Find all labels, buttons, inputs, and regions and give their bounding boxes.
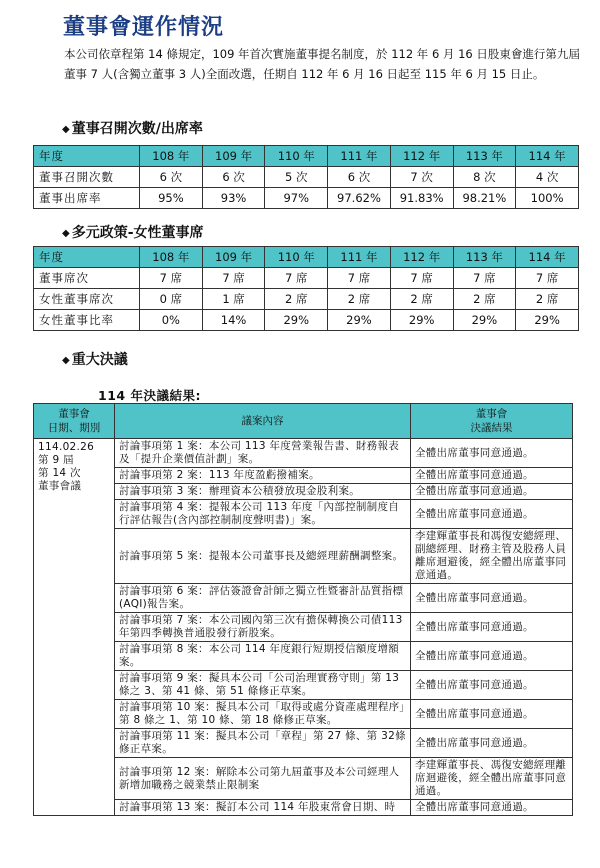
value-cell: 2 席 <box>328 289 391 310</box>
meeting-col-header-line: 日期、期別 <box>47 422 101 434</box>
table-row <box>34 289 579 310</box>
year-cell: 108 年 <box>140 146 203 167</box>
agenda-cell: 討論事項第 5 案：提報本公司董事長及總經理薪酬調整案。 <box>115 529 411 584</box>
table-row <box>34 613 573 642</box>
result-cell: 全體出席董事同意通過。 <box>411 700 573 729</box>
value-cell: 93% <box>202 188 265 209</box>
table-row <box>34 310 579 331</box>
value-cell: 7 席 <box>516 268 579 289</box>
year-cell: 111 年 <box>328 247 391 268</box>
header-label-cell: 年度 <box>34 146 140 167</box>
value-cell: 7 席 <box>453 268 516 289</box>
meeting-line: 第 14 次 <box>38 467 81 479</box>
value-cell: 1 席 <box>202 289 265 310</box>
agenda-cell: 討論事項第 9 案：擬具本公司「公司治理實務守則」第 13條之 3、第 41 條、第 51 條修正草案。 <box>115 671 411 700</box>
value-cell: 29% <box>265 310 328 331</box>
table-row <box>34 700 573 729</box>
year-cell: 113 年 <box>453 247 516 268</box>
result-cell: 全體出席董事同意通過。 <box>411 484 573 500</box>
resolutions-table <box>33 403 573 816</box>
result-cell: 全體出席董事同意通過。 <box>411 729 573 758</box>
value-cell: 8 次 <box>453 167 516 188</box>
year-cell: 109 年 <box>202 247 265 268</box>
value-cell: 14% <box>202 310 265 331</box>
agenda-cell: 討論事項第 3 案：辦理資本公積發放現金股利案。 <box>115 484 411 500</box>
section-attendance-title: 董事召開次數/出席率 <box>71 121 203 137</box>
result-col-header-line: 董事會 <box>475 408 508 420</box>
value-cell: 6 次 <box>202 167 265 188</box>
meeting-line: 董事會議 <box>38 480 82 492</box>
result-col-header-line: 決議結果 <box>470 422 513 434</box>
value-cell: 95% <box>140 188 203 209</box>
table-row <box>34 671 573 700</box>
attendance-table <box>33 145 579 209</box>
table-row <box>34 167 579 188</box>
year-cell: 114 年 <box>516 247 579 268</box>
agenda-cell: 討論事項第 8 案：本公司 114 年度銀行短期授信額度增額案。 <box>115 642 411 671</box>
agenda-cell: 討論事項第 2 案：113 年度盈虧撥補案。 <box>115 468 411 484</box>
result-cell: 全體出席董事同意通過。 <box>411 642 573 671</box>
agenda-cell: 討論事項第 10 案：擬具本公司「取得或處分資產處理程序」第 8 條之 1、第 10 條、第 18 條修正草案。 <box>115 700 411 729</box>
value-cell: 91.83% <box>390 188 453 209</box>
table-row <box>34 468 573 484</box>
diamond-bullet-icon: ◆ <box>62 228 70 239</box>
table-row <box>34 188 579 209</box>
agenda-cell: 討論事項第 13 案：擬訂本公司 114 年股東常會日期、時 <box>115 800 411 816</box>
meeting-line: 第 9 屆 <box>38 454 74 466</box>
value-cell: 0 席 <box>140 289 203 310</box>
resolutions-subheading: 114 年決議結果: <box>98 388 201 403</box>
agenda-cell: 討論事項第 12 案：解除本公司第九屆董事及本公司經理人新增加職務之競業禁止限制案 <box>115 758 411 800</box>
value-cell: 97.62% <box>328 188 391 209</box>
value-cell: 4 次 <box>516 167 579 188</box>
header-label-cell: 年度 <box>34 247 140 268</box>
table-row <box>34 729 573 758</box>
row-label-cell: 董事召開次數 <box>34 167 140 188</box>
value-cell: 7 席 <box>328 268 391 289</box>
table-row <box>34 268 579 289</box>
agenda-cell: 討論事項第 11 案：擬具本公司「章程」第 27 條、第 32條修正草案。 <box>115 729 411 758</box>
value-cell: 98.21% <box>453 188 516 209</box>
row-label-cell: 董事席次 <box>34 268 140 289</box>
row-label-cell: 女性董事比率 <box>34 310 140 331</box>
value-cell: 7 席 <box>265 268 328 289</box>
value-cell: 5 次 <box>265 167 328 188</box>
table-row <box>34 584 573 613</box>
agenda-cell: 討論事項第 1 案：本公司 113 年度營業報告書、財務報表及「提升企業價值計劃」案。 <box>115 439 411 468</box>
table-row <box>34 484 573 500</box>
table-row <box>34 800 573 816</box>
page-title: 董事會運作情況 <box>63 15 225 40</box>
year-cell: 114 年 <box>516 146 579 167</box>
agenda-cell: 討論事項第 4 案：提報本公司 113 年度「內部控制制度自行評估報告(含內部控制制度聲明書)」案。 <box>115 500 411 529</box>
value-cell: 6 次 <box>140 167 203 188</box>
result-cell: 全體出席董事同意通過。 <box>411 500 573 529</box>
value-cell: 7 次 <box>390 167 453 188</box>
value-cell: 6 次 <box>328 167 391 188</box>
year-cell: 112 年 <box>390 247 453 268</box>
section-resolutions-heading <box>62 349 128 369</box>
value-cell: 7 席 <box>140 268 203 289</box>
diversity-header-row <box>34 247 579 268</box>
agenda-cell: 討論事項第 7 案：本公司國內第三次有擔保轉換公司債113 年第四季轉換普通股發行新股案。 <box>115 613 411 642</box>
section-resolutions-title: 重大決議 <box>71 352 128 368</box>
year-cell: 108 年 <box>140 247 203 268</box>
value-cell: 97% <box>265 188 328 209</box>
value-cell: 2 席 <box>516 289 579 310</box>
section-diversity-heading <box>62 222 204 242</box>
meeting-col-header <box>34 404 115 439</box>
value-cell: 0% <box>140 310 203 331</box>
result-cell: 全體出席董事同意通過。 <box>411 468 573 484</box>
year-cell: 111 年 <box>328 146 391 167</box>
value-cell: 29% <box>328 310 391 331</box>
value-cell: 29% <box>516 310 579 331</box>
result-cell: 李建輝董事長和馮復安總經理、副總經理、財務主管及股務人員離席迴避後，經全體出席董事同意通過。 <box>411 529 573 584</box>
table-row <box>34 439 573 468</box>
result-cell: 全體出席董事同意通過。 <box>411 613 573 642</box>
row-label-cell: 董事出席率 <box>34 188 140 209</box>
agenda-col-header: 議案內容 <box>115 404 411 439</box>
diversity-table <box>33 246 579 331</box>
attendance-header-row <box>34 146 579 167</box>
section-diversity-title: 多元政策-女性董事席 <box>71 225 204 241</box>
value-cell: 100% <box>516 188 579 209</box>
row-label-cell: 女性董事席次 <box>34 289 140 310</box>
value-cell: 2 席 <box>265 289 328 310</box>
result-cell: 全體出席董事同意通過。 <box>411 584 573 613</box>
value-cell: 7 席 <box>390 268 453 289</box>
table-row <box>34 758 573 800</box>
meeting-cell <box>34 439 115 816</box>
resolutions-header-row <box>34 404 573 439</box>
result-col-header <box>411 404 573 439</box>
year-cell: 110 年 <box>265 247 328 268</box>
table-row <box>34 642 573 671</box>
table-row <box>34 500 573 529</box>
result-cell: 全體出席董事同意通過。 <box>411 439 573 468</box>
meeting-line: 114.02.26 <box>38 441 95 453</box>
diamond-bullet-icon: ◆ <box>62 355 70 366</box>
section-attendance-heading <box>62 118 203 138</box>
year-cell: 113 年 <box>453 146 516 167</box>
result-cell: 全體出席董事同意通過。 <box>411 671 573 700</box>
diamond-bullet-icon: ◆ <box>62 124 70 135</box>
result-cell: 李建輝董事長、馮復安總經理離席迴避後，經全體出席董事同意通過。 <box>411 758 573 800</box>
value-cell: 29% <box>453 310 516 331</box>
year-cell: 112 年 <box>390 146 453 167</box>
year-cell: 109 年 <box>202 146 265 167</box>
meeting-col-header-line: 董事會 <box>58 408 90 420</box>
result-cell: 全體出席董事同意通過。 <box>411 800 573 816</box>
agenda-cell: 討論事項第 6 案：評估簽證會計師之獨立性暨審計品質指標(AQI)報告案。 <box>115 584 411 613</box>
value-cell: 7 席 <box>202 268 265 289</box>
value-cell: 2 席 <box>390 289 453 310</box>
value-cell: 2 席 <box>453 289 516 310</box>
value-cell: 29% <box>390 310 453 331</box>
intro-paragraph: 本公司依章程第 14 條規定，109 年首次實施董事提名制度，於 112 年 6 月 16 日股東會進行第九屆董事 7 人(含獨立董事 3 人)全面改選，任期自 112 年 6 月 16 日起至 115 年 6 月 15 日止。 <box>64 47 580 81</box>
year-cell: 110 年 <box>265 146 328 167</box>
table-row <box>34 529 573 584</box>
